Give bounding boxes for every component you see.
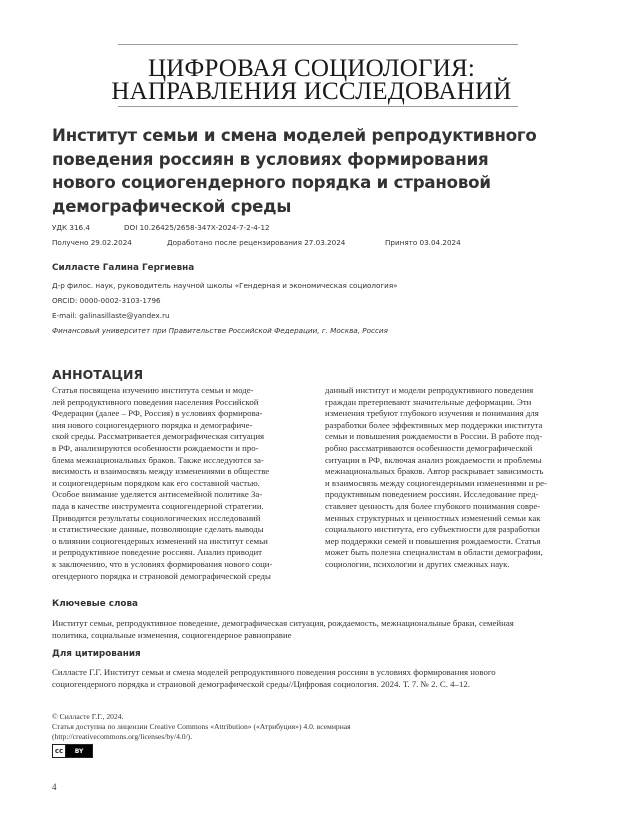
abstract-line: пада в качестве инструмента социогендерной стратегии. bbox=[52, 500, 264, 511]
license-line: Статья доступна по лицензии Creative Commons «Attribution» («Атрибуция») 4.0. всемирная bbox=[52, 722, 351, 731]
journal-title-line1: ЦИФРОВАЯ СОЦИОЛОГИЯ: bbox=[148, 55, 475, 82]
abstract-line: огендерного порядка и страновой демографической среды bbox=[52, 570, 271, 581]
keywords-line: политика, социальные изменения, социогендерное равноправие bbox=[52, 629, 292, 640]
abstract-line: может быть полезна специалистам в области демографии, bbox=[325, 547, 543, 558]
abstract-heading: АННОТАЦИЯ bbox=[52, 367, 144, 382]
copyright: © Силласте Г.Г., 2024. bbox=[52, 712, 124, 721]
article-title-line: Институт семьи и смена моделей репродуктивного bbox=[52, 126, 537, 145]
received-date: Получено 29.02.2024 bbox=[52, 238, 132, 247]
abstract-right-column bbox=[325, 385, 583, 571]
keywords-line: Институт семьи, репродуктивное поведение, демографическая ситуация, рождаемость, межнациональные браки, семейная bbox=[52, 618, 514, 628]
abstract-line: в РФ, анализируются особенности рождаемости и про- bbox=[52, 442, 259, 453]
cc-by-license-icon bbox=[52, 744, 93, 758]
abstract-line: разработки более эффективных мер поддержки института bbox=[325, 419, 543, 430]
revised-date: Доработано после рецензирования 27.03.2024 bbox=[167, 238, 346, 247]
header-rule-top bbox=[118, 44, 518, 45]
citation-line: Силласте Г.Г. Институт семьи и смена моделей репродуктивного поведения россиян в условиях формирования нового bbox=[52, 667, 496, 677]
abstract-line: Приводятся результаты социологических исследований bbox=[52, 512, 261, 523]
abstract-line: и социогендерным порядком как его составной частью. bbox=[52, 477, 260, 488]
abstract-line: мер поддержки семей и повышения рождаемости. Статья bbox=[325, 535, 541, 546]
abstract-line: и взаимосвязь между социогендерными изменениями и ре- bbox=[325, 477, 547, 488]
cc-icon: cc bbox=[53, 745, 66, 757]
citation-line: социогендерного порядка и страновой демографической среды//Цифровая социология. 2024. Т. 7. № 2. С. 4–12. bbox=[52, 678, 470, 689]
abstract-line: Особое внимание уделяется антисемейной политике За- bbox=[52, 489, 263, 500]
abstract-line: семьи и повышения рождаемости в России. В работе под- bbox=[325, 431, 543, 442]
abstract-line: межнациональных браков. Автор раскрывает зависимость bbox=[325, 466, 544, 477]
abstract-line: ской среды. Рассматривается демографическая ситуация bbox=[52, 431, 265, 442]
header-rule-bottom bbox=[118, 106, 518, 107]
abstract-line: блема межнациональных браков. Также исследуются за- bbox=[52, 454, 264, 465]
abstract-line: продуктивным поведением россиян. Исследование пред- bbox=[325, 489, 539, 500]
author-orcid: ORCID: 0000-0002-3103-1796 bbox=[52, 296, 161, 305]
article-title-line: поведения россиян в условиях формирования bbox=[52, 149, 489, 169]
article-title bbox=[52, 124, 572, 218]
page-number: 4 bbox=[52, 782, 57, 792]
abstract-line: Федерации (далее – РФ, Россия) в условиях формирова- bbox=[52, 408, 263, 419]
author-degree: Д-р филос. наук, руководитель научной школы «Гендерная и экономическая социология» bbox=[52, 281, 398, 290]
citation-text bbox=[52, 667, 580, 690]
author-email: E-mail: galinasillaste@yandex.ru bbox=[52, 311, 170, 320]
abstract-line: о влиянии социогендерных изменений на институт семьи bbox=[52, 535, 268, 546]
udk: УДК 316.4 bbox=[52, 223, 90, 232]
abstract-line: ситуации в РФ, включая анализ рождаемости и проблемы bbox=[325, 454, 542, 465]
article-title-line: демографической среды bbox=[52, 196, 292, 216]
author-name: Силласте Галина Гергиевна bbox=[52, 263, 195, 273]
author-affiliation: Финансовый университет при Правительстве Российской Федерации, г. Москва, Россия bbox=[52, 326, 388, 335]
accepted-date: Принято 03.04.2024 bbox=[385, 238, 461, 247]
abstract-line: менных структурных и ценностных изменений семьи как bbox=[325, 512, 541, 523]
keywords-text bbox=[52, 618, 580, 641]
abstract-line: ставляет ценность для более глубокого понимания совре- bbox=[325, 500, 541, 511]
abstract-line: висимость и взаимосвязь между изменениями в обществе bbox=[52, 466, 270, 477]
abstract-line: Статья посвящена изучению института семьи и моде- bbox=[52, 385, 254, 395]
abstract-line: робно рассматриваются особенности демографической bbox=[325, 442, 533, 453]
citation-heading: Для цитирования bbox=[52, 649, 141, 659]
abstract-line: ния нового социогендерного порядка и демографиче- bbox=[52, 419, 253, 430]
abstract-line: лей репродуктивного поведения населения Российской bbox=[52, 396, 259, 407]
license-url-line: (http://creativecommons.org/licenses/by/4.0/). bbox=[52, 732, 193, 741]
abstract-line: социологии, психологии и других смежных наук. bbox=[325, 558, 510, 569]
by-icon: BY bbox=[66, 745, 92, 757]
abstract-line: изменения требуют глубокого изучения и понимания для bbox=[325, 408, 539, 419]
abstract-line: данный институт и модели репродуктивного поведения bbox=[325, 385, 534, 395]
abstract-left-column bbox=[52, 385, 310, 582]
journal-title-line2: НАПРАВЛЕНИЯ ИССЛЕДОВАНИЙ bbox=[111, 78, 512, 105]
abstract-line: и статистические данные, позволяющие сделать выводы bbox=[52, 524, 264, 535]
article-title-line: нового социогендерного порядка и страновой bbox=[52, 173, 491, 192]
abstract-line: и репродуктивное поведение россиян. Анализ приводит bbox=[52, 547, 262, 558]
abstract-line: граждан претерпевают значительные деформации. Эти bbox=[325, 396, 532, 407]
keywords-heading: Ключевые слова bbox=[52, 599, 138, 609]
abstract-line: к заключению, что в условиях формирования нового соци- bbox=[52, 558, 273, 569]
doi: DOI 10.26425/2658-347X-2024-7-2-4-12 bbox=[124, 223, 270, 232]
abstract-line: социального института, его субъектности для разработки bbox=[325, 524, 540, 535]
